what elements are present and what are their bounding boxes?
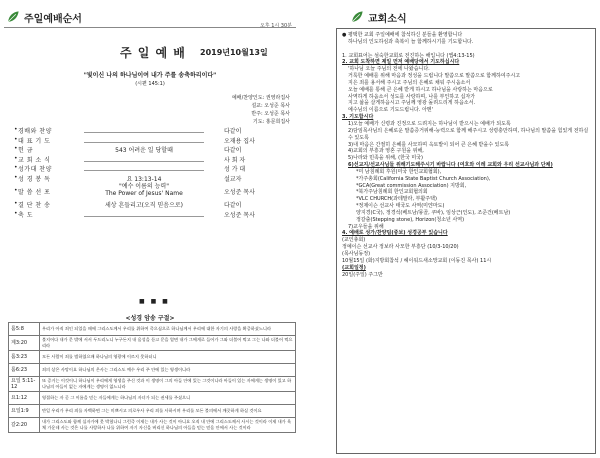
- order-item: 축 도: [18, 211, 33, 219]
- order-detail: 세상 흔들리고(오직 믿음으로): [104, 202, 184, 209]
- verse-text: 죄의 삯은 사망이요 하나님의 은사는 그리스도 예수 우리 주 안에 있는 영생이니라: [40, 364, 296, 377]
- church-news-header: [350, 8, 407, 26]
- verse-text: 모든 사람이 죄를 범하였으매 하나님의 영광에 이르지 못하더니: [40, 351, 296, 364]
- theme-verse-ref: (시편 145:1): [135, 81, 165, 87]
- service-date: 2019년10월13일: [200, 48, 268, 57]
- order-row: • 경배와 찬양 다같이: [14, 126, 242, 135]
- news-line: 정갈출(Stepping stone), Horizon(청소년 사역): [356, 216, 465, 223]
- order-detail: 543 어려운 일 당할때: [115, 147, 173, 154]
- order-leader: 성 가 대: [224, 166, 246, 173]
- order-row: • 성가대 찬양 성 가 대: [14, 164, 246, 173]
- order-row: • 성 경 봉 독 요 13:13-14 설교자: [14, 173, 242, 183]
- verse-ref: 계3:20: [9, 336, 40, 351]
- verse-ref: 요일 5:11-12: [9, 377, 40, 392]
- memory-verses-table: [8, 322, 296, 433]
- news-line: 예수님의 이름으로 기도드립니다. 아멘': [348, 107, 434, 114]
- news-line: *가주총회(California State Baptist Church Association),: [356, 175, 491, 182]
- leader-line: 반주: 오성준 목사: [251, 111, 290, 117]
- news-line: *정제이슨 선교사 태국도 사역(미얀마도): [356, 203, 445, 210]
- news-line: 3. 기도합시다: [342, 114, 374, 121]
- order-leader: 다같이: [224, 147, 242, 154]
- news-line: (목사님동정): [342, 251, 371, 257]
- order-row: • 결 단 찬 송 세상 흔들리고(오직 믿음으로) 다같이: [14, 200, 242, 209]
- news-line: 지고 삶을 살게하옵시고 주님께 영광 돌려드리게 하옵소서.: [348, 100, 476, 107]
- order-item: 말 씀 선 포: [18, 189, 51, 196]
- leader-line: 예배/찬양인도: 권영라집사: [231, 95, 290, 101]
- news-line: 5)나라와 민족을 위해, (한국 미국): [348, 155, 423, 162]
- order-row: • 축 도 오성준 목사: [14, 209, 255, 219]
- news-line: ● 평택한 교회 주일예배에 참석하신 분들을 환영합니다: [342, 32, 463, 38]
- order-leader: 다같이: [224, 202, 242, 209]
- order-row: • 교 회 소 식 사 회 자: [14, 154, 246, 164]
- news-line: 1. 교회표어는 섬숙한교회로 전진하는 해입니다 (엡4:13-15): [342, 52, 475, 59]
- worship-order-title: 주일예배순서: [24, 13, 82, 25]
- order-leader: 사 회 자: [224, 156, 246, 164]
- news-line: (교회일정): [342, 264, 366, 271]
- service-title: 주 일 예 배: [120, 46, 186, 60]
- news-line: *미 남침례회 후원(미국 한인교회협회),: [356, 168, 442, 175]
- table-row: [9, 377, 296, 392]
- news-line: 지은 죄를 용서해 주시고 주님의 은혜로 채워 주시옵소서: [348, 79, 471, 86]
- leader-line: 설교: 오성준 목사: [251, 103, 290, 109]
- order-leader: 설교자: [224, 175, 242, 183]
- table-row: [9, 418, 296, 433]
- news-line: [342, 46, 592, 53]
- table-row: [9, 323, 296, 336]
- news-line: 4. 예배로 성가/찬양팀(중보) 성경공부 있습니다: [342, 230, 448, 237]
- order-row: • 말 씀 선 포 "예수 이름의 능력" The Power of Jesus' Name 오성준 목사: [14, 183, 255, 197]
- verse-text: 영접하는 자 곧 그 이름을 믿는 자들에게는 하나님의 자녀가 되는 권세를 주셨으니: [40, 392, 296, 405]
- verse-text: 만일 우리가 우리 죄를 자백하면 그는 미쁘시고 의로우사 우리 죄를 사하시며 우리를 모든 불의에서 깨끗하게 하실 것이요: [40, 405, 296, 418]
- news-line: 2)담임목사님의 은혜로운 말씀증거위해-능력으로 함께 해주시고 성령충만하며, 하나님의 말씀을 힘있게 전하실수 있도록: [348, 127, 589, 141]
- order-item: 성 경 봉 독: [18, 175, 51, 183]
- order-item: 경배와 찬양: [18, 128, 52, 135]
- news-line: 오늘 예배를 통해 큰 은혜 받게 하시고 하나님을 사랑하는 마음으로: [348, 86, 493, 93]
- sermon-title: "예수 이름의 능력": [119, 183, 169, 190]
- theme-verse: "빛이신 나의 하나님이여 내가 주를 송축하리이다": [83, 72, 217, 79]
- verse-text: 우리가 아직 죄인 되었을 때에 그리스도께서 우리를 위하여 죽으심으로 하나님께서 우리에 대한 자기의 사랑을 확증하셨느니라: [40, 323, 296, 336]
- verse-ref: 요일1:9: [9, 405, 40, 418]
- leader-line: 기도: 홍문희집사: [252, 119, 290, 125]
- verse-text: 볼지어다 내가 문 밖에 서서 두드리노니 누구든지 내 음성을 듣고 문을 열면 내가 그에게로 들어가 그와 더불어 먹고 그는 나와 더불어 먹으리라: [40, 336, 296, 351]
- section-separator: ■ ■ ■: [139, 298, 170, 305]
- news-line: 하나님의 인도하심과 축복이 늘 함께하시기를 기도합니다.: [348, 38, 474, 45]
- order-of-service: [14, 126, 290, 219]
- news-line: (교인총회): [342, 237, 366, 244]
- order-detail: 요 13:13-14: [126, 175, 162, 183]
- news-line: 4)교회의 부흥과 영혼 구원을 위해,: [348, 148, 424, 155]
- leaf-logo-icon: [350, 10, 364, 24]
- order-item: 교 회 소 식: [18, 156, 51, 164]
- table-row: [9, 364, 296, 377]
- verse-ref: 롬6:23: [9, 364, 40, 377]
- order-row: • 대 표 기 도 오재용 집사: [14, 135, 255, 145]
- news-line: 2. 교회 도착하면 제일 먼저 예배당에서 기도하십시다: [342, 59, 460, 66]
- news-line: 정예이슨 선교사 정보라 사모한 부흥단 (10/3-10/20): [342, 244, 459, 251]
- church-news-content: [342, 32, 592, 278]
- verse-ref: 롬3:23: [9, 351, 40, 364]
- news-line: 20일(주일) 주그반: [342, 271, 383, 278]
- news-line: *북가주남침례회 한인교회협의회: [356, 189, 428, 196]
- sermon-title-english: The Power of Jesus' Name: [105, 190, 183, 197]
- order-leader: 오성준 목사: [224, 189, 255, 196]
- order-leader: 오성준 목사: [224, 211, 255, 219]
- news-line: *VLC CHURCH(과테말라, 부활주택): [356, 196, 437, 203]
- news-line: 사역하게 하옵소서 성도를 사랑하며, 나를 부인하고 십자가: [348, 93, 476, 100]
- news-line: 거룩한 예배를 위해 마음과 정성을 드립니다 말씀으로 말씀으로 함께하여주시고: [348, 73, 521, 80]
- order-leader: 다같이: [224, 128, 242, 135]
- verse-text: 또 증거는 이것이니 하나님이 우리에게 영생을 주신 것과 이 생명이 그의 아들 안에 있는 그것이니라 아들이 있는 자에게는 생명이 있고 하나님의 아들이 없는 자에게는 생명이 없느니라: [40, 377, 296, 392]
- order-item: 헌 금: [18, 147, 33, 154]
- order-row: • 헌 금 543 어려운 일 당할때 다같이: [14, 145, 242, 154]
- header-divider: [4, 27, 296, 28]
- order-item: 성가대 찬양: [18, 166, 52, 173]
- table-row: [9, 336, 296, 351]
- news-line: 10월15일 (화)지방회참석 / 헤이워드새소망교회 (이동진 목사) 11시: [342, 257, 492, 264]
- church-news-title: 교회소식: [368, 13, 407, 25]
- leaders-list: [140, 94, 290, 126]
- news-line: 양지경(C국), 정경석(베트남/몽골, 쿠바), 임상근(인도), 조준건(베트남): [356, 209, 511, 216]
- memory-verses-title: <성경 암송 구절>: [125, 315, 175, 322]
- verse-text: 내가 그리스도와 함께 십자가에 못 박혔나니 그런즉 이제는 내가 사는 것이 아니요 오직 내 안에 그리스도께서 사시는 것이라 이제 내가 육체 가운데 사는 것은 나를 사랑하사 나를 위하여 자기 자신을 버리신 하나님의 아들을 믿는 믿음 안에서 사는 것이라: [40, 418, 296, 433]
- table-row: [9, 405, 296, 418]
- news-line: 7)교우들을 위해: [348, 223, 384, 230]
- order-item: 대 표 기 도: [18, 137, 51, 145]
- table-row: [9, 392, 296, 405]
- order-leader: 오재용 집사: [224, 137, 255, 145]
- verse-ref: 롬5:8: [9, 323, 40, 336]
- worship-time: 오후 1시 30분: [259, 23, 292, 29]
- news-line: 3)내 마음은 간절히 은혜를 사모하며 옥토밭이 되어 큰 은혜 받을수 있도록: [348, 141, 510, 148]
- news-line: *GCA(Great commission Association) 지방회,: [356, 182, 467, 189]
- verse-ref: 갈2:20: [9, 418, 40, 433]
- verse-ref: 요1:12: [9, 392, 40, 405]
- news-line: 6)선교지/선교사님들 위해기도해주시기 바랍니다 (여호와 이레 교회와 우리 선교사님과 단체): [348, 162, 553, 169]
- worship-order-header: [6, 8, 82, 26]
- news-line: '하나님 오늘 주님의 전에 나왔습니다.: [348, 66, 430, 73]
- news-line: 1)오늘 예배가 신령과 진정으로 드려지는 하나님이 받으시는 예배가 되도록: [348, 120, 511, 127]
- table-row: [9, 351, 296, 364]
- order-item: 결 단 찬 송: [18, 202, 51, 209]
- leaf-logo-icon: [6, 10, 20, 24]
